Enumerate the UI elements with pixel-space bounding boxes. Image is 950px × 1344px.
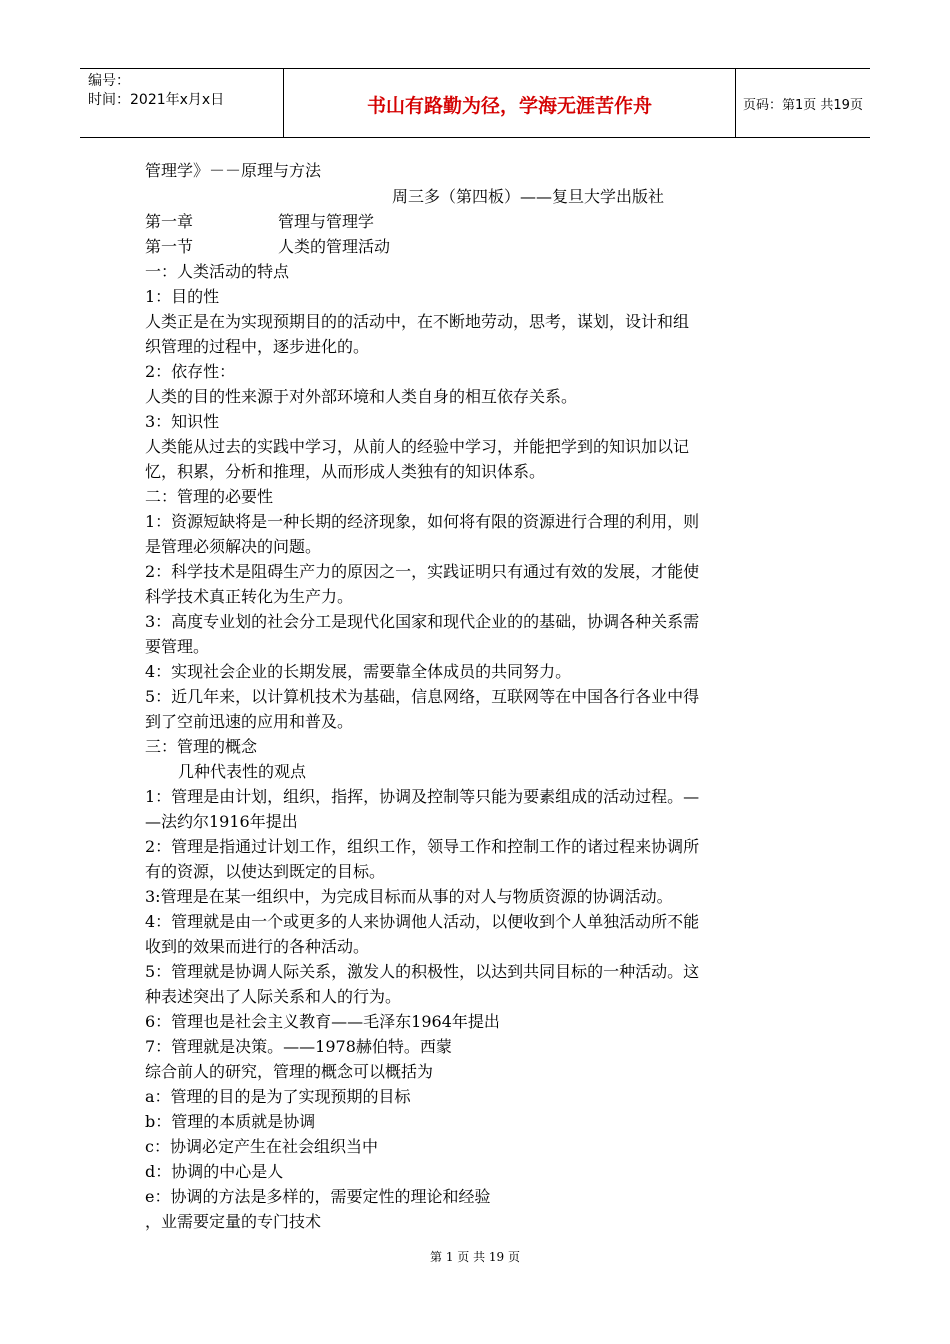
header-info-cell	[80, 69, 283, 137]
text-line: 2：依存性：	[145, 362, 236, 381]
header-page-cell	[736, 69, 870, 137]
text-line: 到了空前迅速的应用和普及。	[145, 712, 354, 731]
text-line: 科学技术真正转化为生产力。	[145, 587, 354, 606]
chapter-title: 管理与管理学	[278, 212, 375, 231]
text-line: 有的资源，以使达到既定的目标。	[145, 862, 386, 881]
text-line: 人类能从过去的实践中学习，从前人的经验中学习，并能把学到的知识加以记	[145, 437, 690, 456]
text-line: 3：知识性	[145, 412, 220, 431]
text-line: 3:管理是在某一组织中，为完成目标而从事的对人与物质资源的协调活动。	[145, 887, 673, 906]
section-label: 第一节	[145, 237, 194, 256]
text-line: 是管理必须解决的问题。	[145, 537, 322, 556]
text-line: 2：管理是指通过计划工作，组织工作，领导工作和控制工作的诸过程来协调所	[145, 837, 700, 856]
text-line: 1：管理是由计划，组织，指挥，协调及控制等只能为要素组成的活动过程。—	[145, 787, 700, 806]
text-line: 种表述突出了人际关系和人的行为。	[145, 987, 402, 1006]
header-motto-cell	[283, 69, 736, 137]
text-line: 5：管理就是协调人际关系，激发人的积极性，以达到共同目标的一种活动。这	[145, 962, 700, 981]
text-line: 2：科学技术是阻碍生产力的原因之一，实践证明只有通过有效的发展，才能使	[145, 562, 700, 581]
text-line: 4：实现社会企业的长期发展，需要靠全体成员的共同努力。	[145, 662, 572, 681]
text-line: 织管理的过程中，逐步进化的。	[145, 337, 370, 356]
text-line: 二：管理的必要性	[145, 487, 274, 506]
text-line: d：协调的中心是人	[145, 1162, 284, 1181]
text-line: 5：近几年来，以计算机技术为基础，信息网络，互联网等在中国各行各业中得	[145, 687, 700, 706]
text-line: 综合前人的研究，管理的概念可以概括为	[145, 1062, 434, 1081]
text-line: b：管理的本质就是协调	[145, 1112, 316, 1131]
text-line: e：协调的方法是多样的，需要定性的理论和经验	[145, 1187, 491, 1206]
page-footer: 第 1 页 共 19 页	[430, 1250, 520, 1264]
text-line: 三：管理的概念	[145, 737, 258, 756]
author-line: 周三多（第四板）——复旦大学出版社	[392, 187, 665, 206]
text-line: a：管理的目的是为了实现预期的目标	[145, 1087, 411, 1106]
text-line: 人类的目的性来源于对外部环境和人类自身的相互依存关系。	[145, 387, 578, 406]
text-line: —法约尔1916年提出	[145, 812, 298, 831]
text-line: 1：资源短缺将是一种长期的经济现象，如何将有限的资源进行合理的利用，则	[145, 512, 700, 531]
page-header	[80, 68, 870, 138]
text-line: 人类正是在为实现预期目的的活动中，在不断地劳动，思考，谋划，设计和组	[145, 312, 690, 331]
text-line: c：协调必定产生在社会组织当中	[145, 1137, 378, 1156]
number-label: 编号：	[88, 73, 130, 89]
text-line: 要管理。	[145, 637, 210, 656]
text-line: 4：管理就是由一个或更多的人来协调他人活动，以便收到个人单独活动所不能	[145, 912, 700, 931]
text-line: 1：目的性	[145, 287, 220, 306]
section-title: 人类的管理活动	[278, 237, 391, 256]
text-line: 6：管理也是社会主义教育——毛泽东1964年提出	[145, 1012, 500, 1031]
time-label: 时间：2021年x月x日	[88, 92, 225, 108]
chapter-label: 第一章	[145, 212, 194, 231]
text-line: 3：高度专业划的社会分工是现代化国家和现代企业的的基础，协调各种关系需	[145, 612, 700, 631]
text-line: 几种代表性的观点	[178, 762, 307, 781]
text-line: 收到的效果而进行的各种活动。	[145, 937, 370, 956]
text-line: ，业需要定量的专门技术	[145, 1212, 322, 1231]
text-line: 7：管理就是决策。——1978赫伯特。西蒙	[145, 1037, 452, 1056]
text-line: 一：人类活动的特点	[145, 262, 290, 281]
text-line: 忆，积累，分析和推理，从而形成人类独有的知识体系。	[145, 462, 546, 481]
motto: 书山有路勤为径，学海无涯苦作舟	[366, 95, 652, 117]
book-title: 管理学》－－原理与方法	[145, 161, 322, 180]
chapter-heading	[145, 211, 375, 233]
page-info: 页码：第1页 共19页	[743, 98, 863, 113]
section-heading	[145, 236, 391, 258]
